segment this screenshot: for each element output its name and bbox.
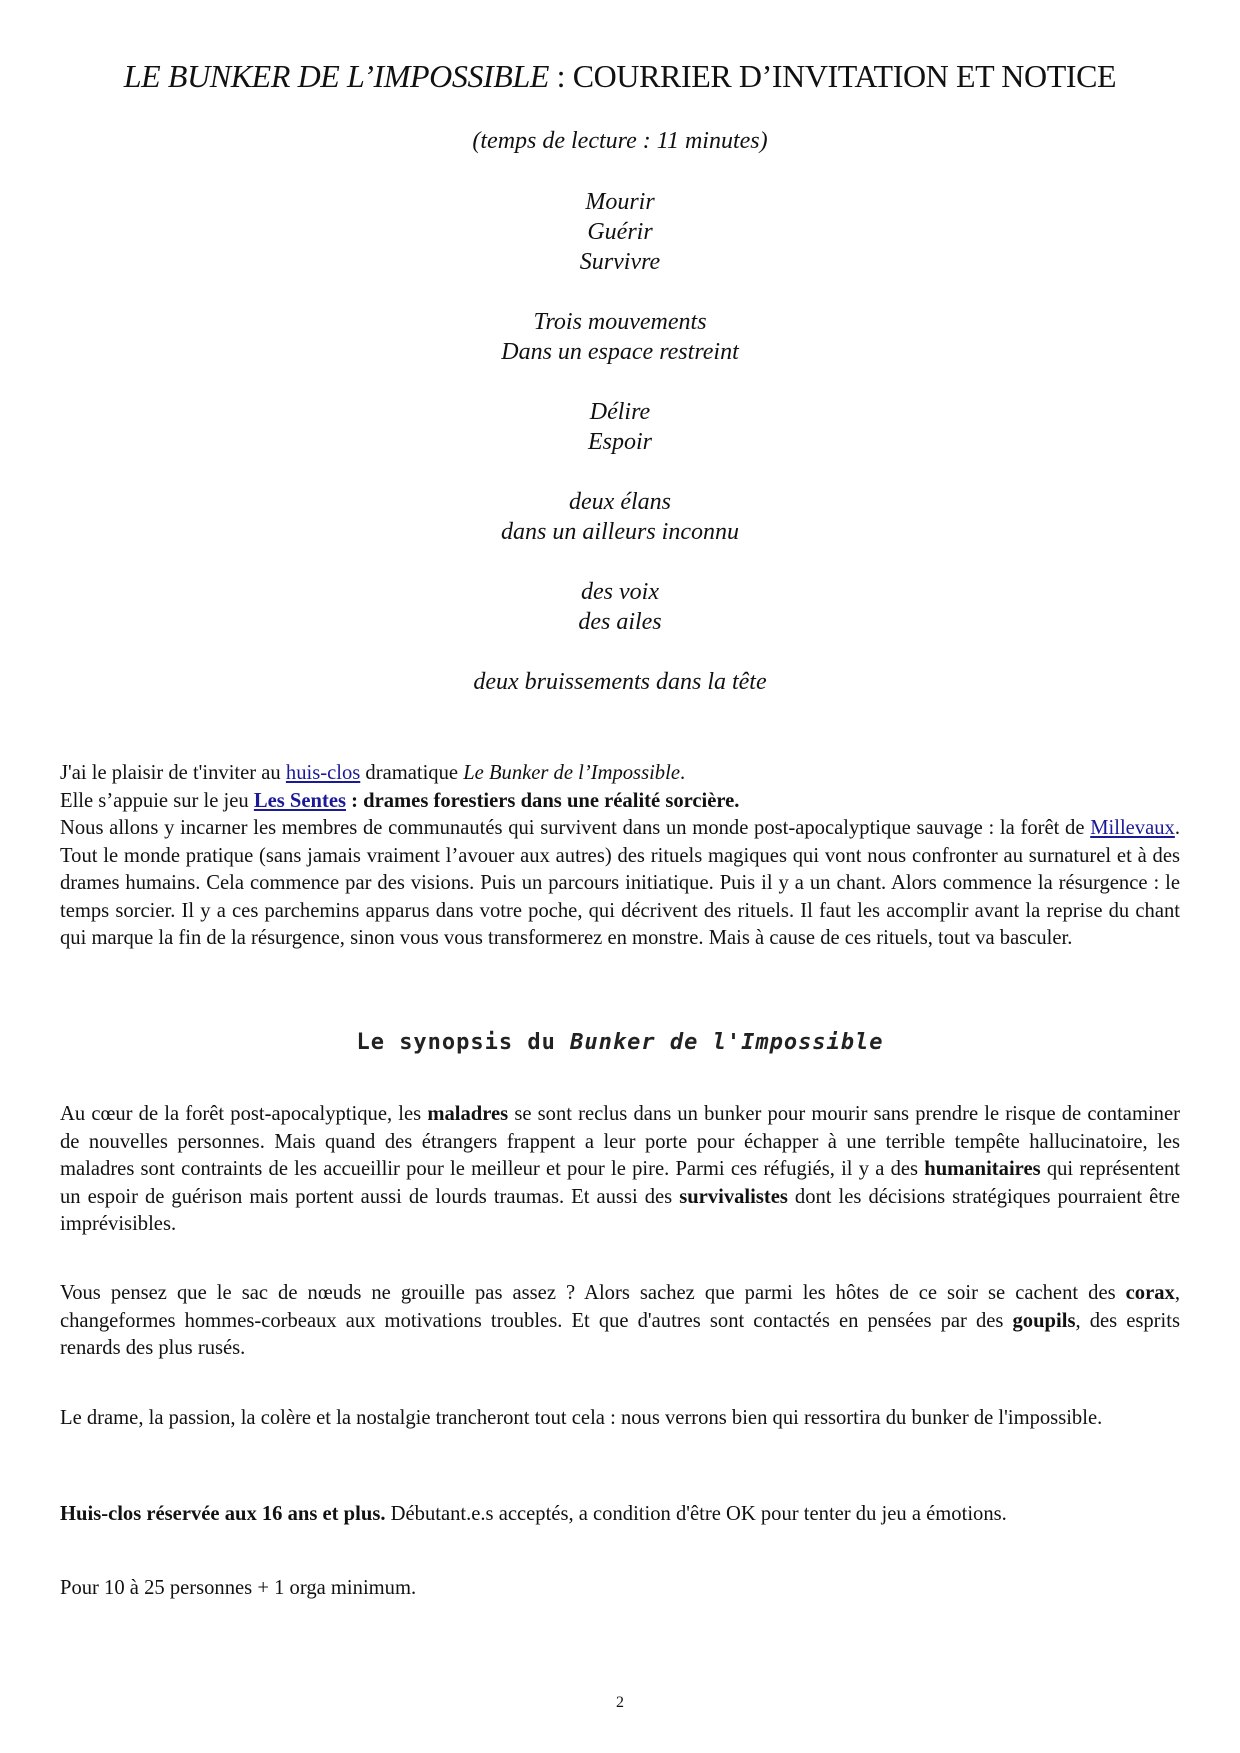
intro-line-2 (60, 788, 1180, 816)
poem-line: Trois mouvements (533, 309, 707, 335)
synopsis-p4 (60, 1501, 1180, 1529)
synopsis-p1 (60, 1101, 1180, 1239)
intro-text: . Tout le monde pratique (sans jamais vraiment l’avouer aux autres) des rituels magiques qui vont nous confronter au surnaturel et à des drames humains. Cela commence par des visions. Puis un parcours initiatique. Puis il y a un chant. Alors commence la résurgence : le temps sorcier. Il y a ces parchemins apparus dans votre poche, qui décrivent des rituels. Il faut les accomplir avant la reprise du chant qui marque la fin de la résurgence, sinon vous vous transformerez en monstre. Mais à cause de ces rituels, tout va basculer. (60, 817, 1180, 949)
term-goupils: goupils (1012, 1309, 1076, 1332)
term-humanitaires: humanitaires (924, 1158, 1041, 1180)
synopsis-text: dont les décisions stratégiques pourraient être imprévisibles. (60, 1185, 1181, 1235)
intro-italic: Le Bunker de l’Impossible (463, 762, 680, 784)
intro-text: Nous allons y incarner les membres de communautés qui survivent dans un monde post-apocalyptique sauvage : la forêt de (60, 817, 1091, 839)
les-sentes-link[interactable]: Les Sentes (253, 789, 346, 812)
synopsis-text: Au cœur de la forêt post-apocalyptique, les (60, 1103, 428, 1125)
intro-line-1 (60, 760, 1180, 788)
synopsis-text: Débutant.e.s acceptés, a condition d'être OK pour tenter du jeu a émotions. (385, 1503, 1007, 1525)
title-italic: LE BUNKER DE L’IMPOSSIBLE (123, 58, 550, 94)
synopsis-heading-italic: Bunker de l'Impossible (570, 1030, 884, 1055)
synopsis-text: , changeformes hommes-corbeaux aux motivations troubles. Et que d'autres sont contactés en pensées par des (60, 1282, 1180, 1332)
synopsis-text: se sont reclus dans un bunker pour mourir sans prendre le risque de contaminer de nouvelles personnes. Mais quand des étrangers frappent a leur porte pour échapper à une terrible tempête hallucinatoire, les maladres sont contraints de les accueillir pour le meilleur et pour le pire. Parmi ces réfugiés, il y a des (60, 1103, 1180, 1180)
poem-line: des voix (581, 579, 659, 605)
intro-text: dramatique (360, 762, 464, 784)
poem-stanza (0, 307, 1240, 367)
millevaux-link[interactable]: Millevaux (1090, 817, 1175, 839)
poem-line: des ailes (578, 609, 662, 635)
poem-stanza (0, 487, 1240, 547)
synopsis-p5 (60, 1575, 1180, 1603)
poem-line: Espoir (587, 429, 652, 455)
synopsis-heading-text: Le synopsis du (356, 1030, 571, 1055)
intro-line-3 (60, 815, 1180, 953)
title-rest: : COURRIER D’INVITATION ET NOTICE (549, 58, 1117, 94)
synopsis-p2 (60, 1280, 1180, 1363)
poem-line: deux bruissements dans la tête (473, 669, 767, 695)
poem (0, 187, 1240, 727)
synopsis-text: , des esprits renards des plus rusés. (60, 1309, 1180, 1359)
page-number: 2 (616, 1694, 624, 1711)
poem-stanza (0, 577, 1240, 637)
poem-line: Guérir (587, 219, 653, 245)
intro-section (60, 760, 1180, 953)
player-count: Pour 10 à 25 personnes + 1 orga minimum. (60, 1577, 417, 1599)
poem-stanza (0, 187, 1240, 277)
poem-stanza (0, 397, 1240, 457)
synopsis-p3 (60, 1405, 1180, 1433)
term-maladres: maladres (427, 1103, 509, 1125)
synopsis-text: Vous pensez que le sac de nœuds ne grouille pas assez ? Alors sachez que parmi les hôtes de ce soir se cachent des (60, 1282, 1126, 1304)
poem-line: Mourir (585, 189, 655, 215)
poem-line: Dans un espace restreint (501, 339, 739, 365)
reading-time: (temps de lecture : 11 minutes) (472, 128, 768, 154)
huis-clos-link[interactable]: huis-clos (285, 762, 361, 784)
poem-line: Délire (589, 399, 651, 425)
synopsis-text: Le drame, la passion, la colère et la nostalgie trancheront tout cela : nous verrons bien qui ressortira du bunker de l'impossible. (60, 1407, 1103, 1429)
poem-line: deux élans (569, 489, 671, 515)
term-survivalistes: survivalistes (679, 1185, 788, 1208)
page-title (0, 58, 1240, 95)
poem-line: Survivre (579, 249, 661, 275)
poem-line: dans un ailleurs inconnu (501, 519, 739, 545)
intro-text: J'ai le plaisir de t'inviter au (60, 762, 286, 784)
poem-stanza (0, 667, 1240, 697)
synopsis-text: qui représentent un espoir de guérison mais portent aussi de lourds traumas. Et aussi des (60, 1158, 1180, 1208)
intro-bold: : drames forestiers dans une réalité sorcière. (345, 789, 740, 812)
intro-text: . (679, 762, 686, 784)
intro-text: Elle s’appuie sur le jeu (60, 789, 254, 812)
synopsis-heading (0, 1030, 1240, 1055)
age-restriction: Huis-clos réservée aux 16 ans et plus. (60, 1503, 386, 1525)
term-corax: corax (1125, 1282, 1175, 1304)
